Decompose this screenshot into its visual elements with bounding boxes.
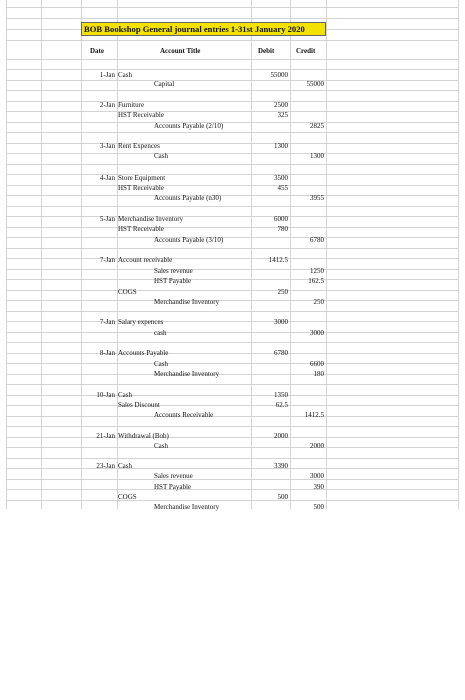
- entry-account: Cash: [118, 71, 132, 79]
- grid-column-line: [6, 0, 7, 509]
- entry-account: Merchandise Inventory: [118, 215, 184, 223]
- grid-row-line: [6, 80, 458, 81]
- entry-debit: 455: [277, 184, 288, 192]
- entry-account: Cash: [154, 442, 168, 450]
- entry-debit: 1412.5: [268, 256, 288, 264]
- entry-credit: 6780: [310, 236, 324, 244]
- grid-column-line: [458, 0, 459, 509]
- grid-row-line: [6, 132, 458, 133]
- entry-account: Salary expences: [118, 318, 164, 326]
- entry-account: HST Receivable: [118, 225, 164, 233]
- entry-credit: 1412.5: [304, 411, 324, 419]
- grid-row-line: [6, 395, 458, 396]
- grid-row-line: [6, 500, 458, 501]
- grid-row-line: [6, 468, 458, 469]
- entry-account: cash: [154, 329, 167, 337]
- entry-account: Rent Expences: [118, 142, 160, 150]
- entry-date: 2-Jan: [99, 101, 115, 109]
- grid-row-line: [6, 416, 458, 417]
- grid-row-line: [6, 363, 458, 364]
- entry-debit: 62.5: [275, 401, 288, 409]
- grid-row-line: [6, 342, 458, 343]
- entry-account: Sales Discount: [118, 401, 160, 409]
- entry-credit: 250: [313, 298, 324, 306]
- entry-debit: 780: [277, 225, 288, 233]
- entry-credit: 3000: [310, 329, 324, 337]
- entry-account: HST Receivable: [118, 184, 164, 192]
- grid-row-line: [6, 426, 458, 427]
- entry-date: 10-Jan: [96, 391, 115, 399]
- grid-row-line: [6, 458, 458, 459]
- grid-row-line: [6, 206, 458, 207]
- entry-account: Accounts Payable (n30): [154, 194, 222, 202]
- header-debit: Debit: [258, 47, 275, 55]
- entry-debit: 1350: [274, 391, 288, 399]
- entry-date: 4-Jan: [99, 174, 115, 182]
- grid-column-line: [41, 0, 42, 509]
- grid-row-line: [6, 185, 458, 186]
- entry-credit: 3000: [310, 472, 324, 480]
- grid-row-line: [6, 479, 458, 480]
- entry-debit: 500: [277, 493, 288, 501]
- entry-account: Cash: [154, 152, 168, 160]
- grid-row-line: [6, 101, 458, 102]
- entry-account: Account receivable: [118, 256, 173, 264]
- grid-row-line: [6, 279, 458, 280]
- header-account-title: Account Title: [160, 47, 201, 55]
- grid-row-line: [6, 7, 458, 8]
- entry-debit: 3000: [274, 318, 288, 326]
- grid-row-line: [6, 332, 458, 333]
- entry-account: Furniture: [118, 101, 145, 109]
- grid-row-line: [6, 405, 458, 406]
- entry-date: 8-Jan: [99, 349, 115, 357]
- entry-account: Sales revenue: [154, 267, 193, 275]
- entry-account: Merchandise Inventory: [154, 503, 220, 511]
- grid-row-line: [6, 258, 458, 259]
- entry-debit: 6780: [274, 349, 288, 357]
- entry-credit: 6600: [310, 360, 324, 368]
- grid-row-line: [6, 300, 458, 301]
- grid-row-line: [6, 111, 458, 112]
- entry-account: Merchandise Inventory: [154, 370, 220, 378]
- grid-row-line: [6, 69, 458, 70]
- entry-account: Accounts Payable: [118, 349, 169, 357]
- entry-credit: 2825: [310, 122, 324, 130]
- entry-debit: 6000: [274, 215, 288, 223]
- entry-account: HST Payable: [154, 277, 192, 285]
- grid-row-line: [6, 195, 458, 196]
- grid-row-line: [6, 437, 458, 438]
- grid-row-line: [6, 489, 458, 490]
- entry-account: HST Payable: [154, 483, 192, 491]
- grid-row-line: [6, 143, 458, 144]
- entry-debit: 325: [277, 111, 288, 119]
- grid-row-line: [6, 311, 458, 312]
- entry-date: 7-Jan: [99, 256, 115, 264]
- entry-account: Merchandise Inventory: [154, 298, 220, 306]
- entry-account: Sales revenue: [154, 472, 193, 480]
- entry-account: Withdrawal (Bob): [118, 432, 169, 440]
- grid-column-line: [326, 0, 327, 509]
- grid-row-line: [6, 237, 458, 238]
- grid-row-line: [6, 40, 458, 41]
- grid-column-line: [290, 0, 291, 509]
- grid-row-line: [6, 269, 458, 270]
- grid-row-line: [6, 447, 458, 448]
- entry-debit: 55000: [270, 71, 288, 79]
- entry-account: Accounts Receivable: [154, 411, 214, 419]
- grid-row-line: [6, 353, 458, 354]
- grid-row-line: [6, 174, 458, 175]
- entry-account: Cash: [118, 391, 132, 399]
- entry-debit: 250: [277, 288, 288, 296]
- entry-account: Cash: [154, 360, 168, 368]
- grid-row-line: [6, 374, 458, 375]
- entry-account: Store Equipment: [118, 174, 166, 182]
- grid-row-line: [6, 216, 458, 217]
- entry-credit: 2000: [310, 442, 324, 450]
- entry-credit: 55000: [306, 80, 324, 88]
- entry-debit: 1300: [274, 142, 288, 150]
- grid-row-line: [6, 90, 458, 91]
- grid-row-line: [6, 164, 458, 165]
- entry-date: 23-Jan: [96, 462, 115, 470]
- entry-account: Accounts Payable (2/10): [154, 122, 224, 130]
- entry-credit: 390: [313, 483, 324, 491]
- entry-credit: 1300: [310, 152, 324, 160]
- grid-row-line: [6, 248, 458, 249]
- entry-credit: 3955: [310, 194, 324, 202]
- entry-debit: 3390: [274, 462, 288, 470]
- header-credit: Credit: [296, 47, 316, 55]
- entry-date: 3-Jan: [99, 142, 115, 150]
- header-date: Date: [90, 47, 104, 55]
- entry-debit: 3500: [274, 174, 288, 182]
- entry-debit: 2000: [274, 432, 288, 440]
- entry-account: HST Receivable: [118, 111, 164, 119]
- entry-date: 5-Jan: [99, 215, 115, 223]
- grid-row-line: [6, 18, 458, 19]
- entry-account: Cash: [118, 462, 132, 470]
- entry-account: COGS: [118, 288, 137, 296]
- entry-date: 1-Jan: [99, 71, 115, 79]
- entry-credit: 1250: [310, 267, 324, 275]
- entry-account: Accounts Payable (3/10): [154, 236, 224, 244]
- grid-row-line: [6, 290, 458, 291]
- grid-row-line: [6, 122, 458, 123]
- grid-row-line: [6, 321, 458, 322]
- grid-row-line: [6, 227, 458, 228]
- sheet-title: BOB Bookshop General journal entries 1-31st January 2020: [84, 24, 305, 34]
- entry-account: COGS: [118, 493, 137, 501]
- entry-credit: 162.5: [308, 277, 324, 285]
- entry-debit: 2500: [274, 101, 288, 109]
- grid-row-line: [6, 153, 458, 154]
- entry-credit: 500: [313, 503, 324, 511]
- grid-row-line: [6, 59, 458, 60]
- entry-date: 21-Jan: [96, 432, 115, 440]
- entry-credit: 180: [313, 370, 324, 378]
- entry-account: Capital: [154, 80, 175, 88]
- grid-row-line: [6, 384, 458, 385]
- entry-date: 7-Jan: [99, 318, 115, 326]
